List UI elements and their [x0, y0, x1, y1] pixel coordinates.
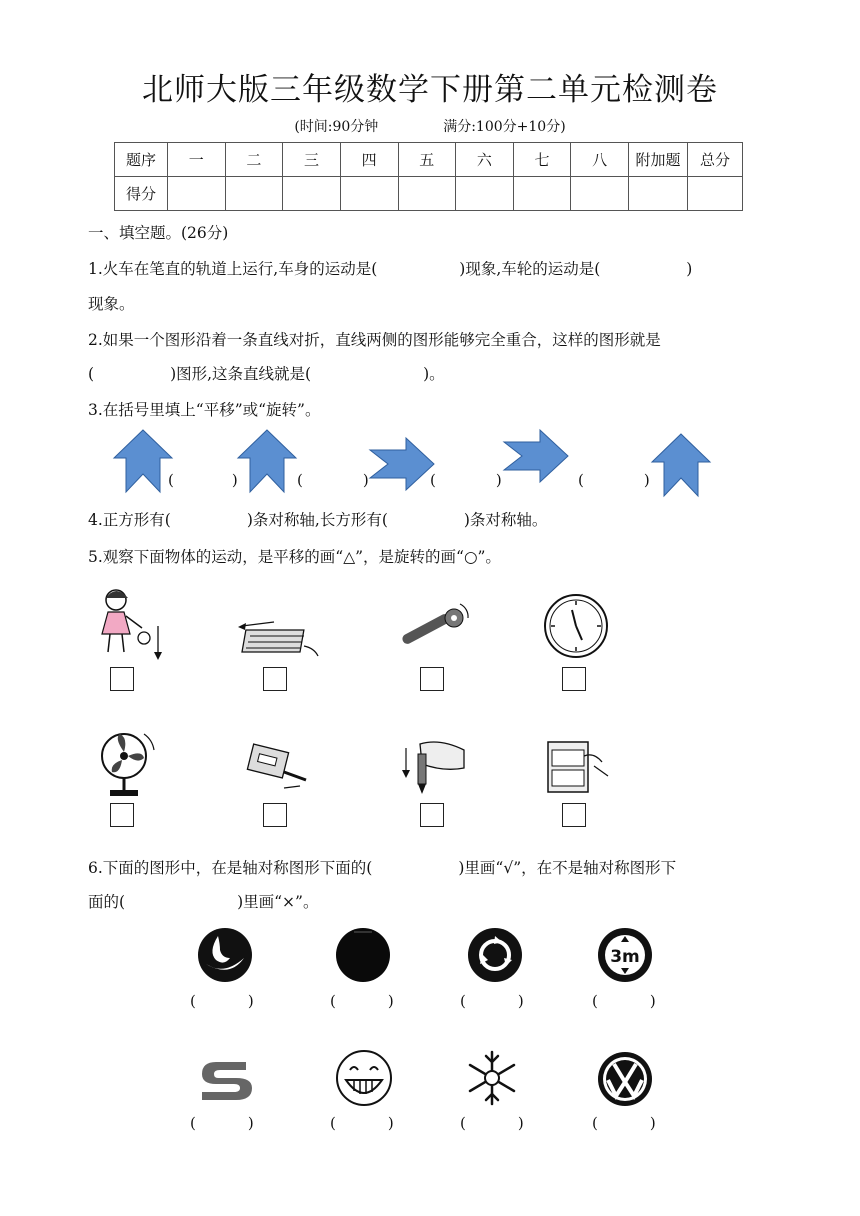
- height-limit-sign-icon: [596, 926, 654, 984]
- score-input-cell[interactable]: [513, 177, 571, 211]
- table-cell: 四: [340, 143, 398, 177]
- score-input-cell[interactable]: [225, 177, 283, 211]
- q6-text-a: 6.下面的图形中，在是轴对称图形下面的(: [88, 859, 373, 877]
- up-arrow-shape-3: [650, 432, 712, 498]
- q6-paren-3[interactable]: ( ): [460, 992, 524, 1010]
- q2-text-c: )图形,这条直线就是(: [170, 365, 312, 383]
- wrench-turning-picture: [394, 600, 470, 658]
- q4-text-b: )条对称轴,长方形有(: [246, 511, 388, 529]
- q6-paren-4[interactable]: ( ): [592, 992, 656, 1010]
- q2-text-a: 2.如果一个图形沿着一条直线对折，直线两侧的图形能够完全重合，这样的图形就是: [88, 331, 661, 349]
- answer-box[interactable]: [562, 667, 586, 691]
- sign-3m-text: 3m: [610, 947, 640, 967]
- q6-paren-6[interactable]: ( ): [330, 1114, 394, 1132]
- table-cell: 附加题: [629, 143, 688, 177]
- q6-paren-2[interactable]: ( ): [330, 992, 394, 1010]
- clock-picture: [542, 592, 610, 660]
- q4-text-c: )条对称轴。: [463, 511, 548, 529]
- right-arrow-shape-2: [502, 428, 570, 484]
- vw-logo-icon: [596, 1050, 654, 1108]
- question-3: 3.在括号里填上“平移”或“旋转”。: [88, 401, 321, 419]
- table-cell: 题序: [115, 143, 168, 177]
- grinning-face-icon: [334, 1048, 394, 1108]
- question-5: 5.观察下面物体的运动，是平移的画“△”，是旋转的画“○”。: [88, 548, 501, 566]
- snowflake-icon: [462, 1048, 522, 1108]
- answer-box[interactable]: [420, 803, 444, 827]
- water-drop-sign-icon: [196, 926, 254, 984]
- score-input-cell[interactable]: [283, 177, 341, 211]
- right-arrow-shape-1: [368, 436, 436, 492]
- table-cell: 八: [571, 143, 629, 177]
- table-cell: 六: [456, 143, 514, 177]
- q4-text-a: 4.正方形有(: [88, 511, 171, 529]
- s-logo-icon: [196, 1052, 254, 1106]
- question-2-line2: [88, 362, 445, 384]
- q2-text-d: )。: [423, 365, 445, 383]
- q3-paren-1[interactable]: ( ): [168, 471, 238, 489]
- q3-paren-2[interactable]: ( ): [297, 471, 369, 489]
- answer-box[interactable]: [110, 803, 134, 827]
- table-cell: 总分: [688, 143, 743, 177]
- q3-paren-4[interactable]: ( ): [578, 471, 650, 489]
- section-heading: 一、填空题。(26分): [88, 224, 229, 242]
- table-cell: 七: [513, 143, 571, 177]
- question-1-line1: [88, 257, 692, 279]
- q6-text-b: )里画“√”，在不是轴对称图形下: [458, 859, 677, 877]
- q1-text-a: 1.火车在笔直的轨道上运行,车身的运动是(: [88, 260, 378, 278]
- abacus-sliding-picture: [234, 618, 322, 662]
- q1-text-b: )现象,车轮的运动是(: [459, 260, 601, 278]
- answer-box[interactable]: [263, 667, 287, 691]
- score-table: [114, 142, 743, 211]
- hand-screwdriver-picture: [400, 734, 472, 800]
- q6-text-c: 面的(: [88, 893, 126, 911]
- score-input-cell[interactable]: [571, 177, 629, 211]
- question-2-line1: [88, 328, 661, 350]
- score-input-cell[interactable]: [398, 177, 456, 211]
- question-6-line2: [88, 890, 318, 912]
- up-arrow-shape-1: [112, 428, 174, 494]
- answer-box[interactable]: [263, 803, 287, 827]
- score-table-header-row: [115, 143, 743, 177]
- black-circle-sign-icon: [334, 926, 392, 984]
- time-limit: (时间:90分钟: [294, 119, 379, 135]
- q6-paren-1[interactable]: ( ): [190, 992, 254, 1010]
- answer-box[interactable]: [420, 667, 444, 691]
- q6-text-d: )里画“×”。: [237, 893, 319, 911]
- table-cell: 二: [225, 143, 283, 177]
- cabinet-drawer-picture: [544, 736, 612, 796]
- q1-text-d: 现象。: [88, 295, 135, 313]
- score-input-cell[interactable]: [168, 177, 226, 211]
- q3-paren-3[interactable]: ( ): [430, 471, 502, 489]
- question-4: [88, 508, 547, 530]
- score-input-cell[interactable]: [456, 177, 514, 211]
- q6-paren-7[interactable]: ( ): [460, 1114, 524, 1132]
- roundabout-sign-icon: [466, 926, 524, 984]
- exam-info: [0, 116, 860, 136]
- q1-text-c: ): [686, 260, 693, 278]
- question-6-line1: [88, 856, 676, 878]
- table-cell: 三: [283, 143, 341, 177]
- q2-text-b: (: [88, 365, 95, 383]
- drawer-pull-picture: [244, 742, 310, 790]
- q6-paren-5[interactable]: ( ): [190, 1114, 254, 1132]
- girl-bouncing-ball-picture: [96, 586, 168, 662]
- up-arrow-shape-2: [236, 428, 298, 494]
- table-cell: 一: [168, 143, 226, 177]
- full-score: 满分:100分+10分): [443, 119, 566, 135]
- answer-box[interactable]: [110, 667, 134, 691]
- score-input-cell[interactable]: [340, 177, 398, 211]
- page-title: 北师大版三年级数学下册第二单元检测卷: [142, 72, 718, 108]
- table-cell: 五: [398, 143, 456, 177]
- table-cell: 得分: [115, 177, 168, 211]
- answer-box[interactable]: [562, 803, 586, 827]
- electric-fan-picture: [96, 728, 160, 798]
- score-table-score-row: [115, 177, 743, 211]
- score-input-cell[interactable]: [688, 177, 743, 211]
- q6-paren-8[interactable]: ( ): [592, 1114, 656, 1132]
- score-input-cell[interactable]: [629, 177, 688, 211]
